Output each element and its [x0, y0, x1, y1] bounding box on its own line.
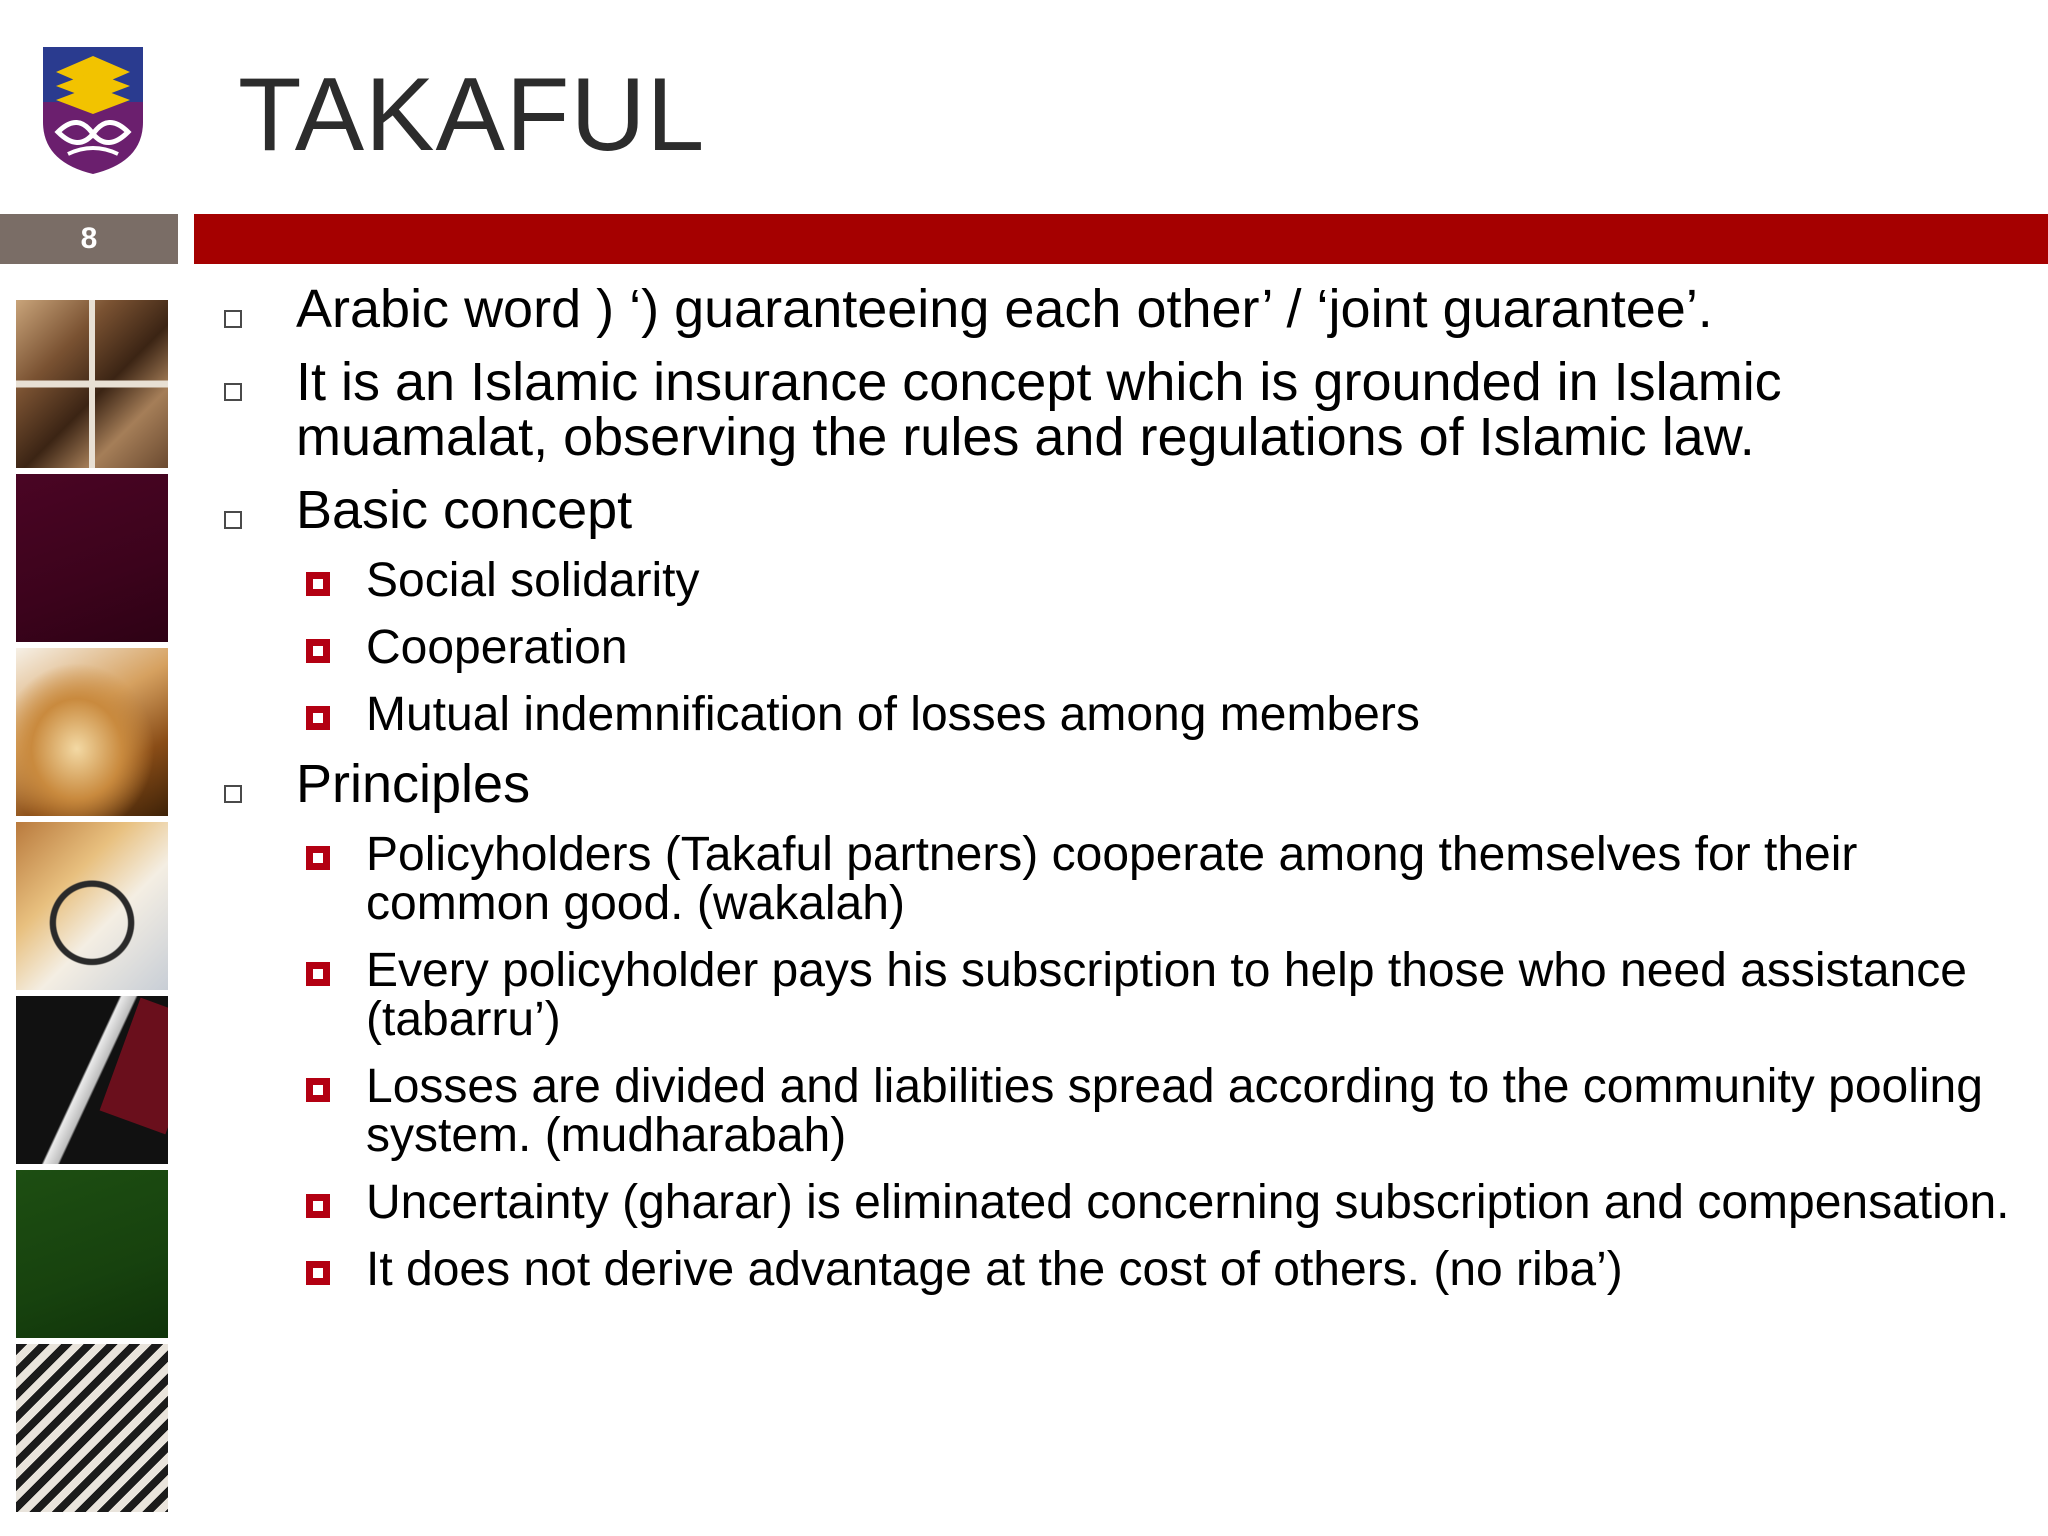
red-square-bullet-icon — [306, 962, 330, 986]
sub-bullet-item — [220, 556, 2020, 605]
red-square-bullet-icon — [306, 572, 330, 596]
sub-bullet-item — [220, 946, 2020, 1044]
bullet-text: Arabic word ) ‘) guaranteeing each other’ / ‘joint guarantee’. — [296, 279, 1713, 339]
bullet-text: Principles — [296, 754, 531, 814]
bullet-text: It is an Islamic insurance concept which is grounded in Islamic muamalat, observing the rules and regulations of Islamic law. — [296, 352, 1782, 467]
red-square-bullet-icon — [306, 1078, 330, 1102]
red-square-bullet-icon — [306, 706, 330, 730]
sub-bullet-text: Mutual indemnification of losses among members — [366, 688, 1420, 741]
sub-bullet-text: Cooperation — [366, 621, 628, 674]
slide-body — [220, 279, 2020, 1312]
bullet-item — [220, 754, 2020, 814]
bullet-item — [220, 352, 2020, 467]
decorative-image-tile — [16, 996, 168, 1164]
sub-bullet-item — [220, 830, 2020, 928]
hollow-square-bullet-icon — [224, 310, 242, 328]
hollow-square-bullet-icon — [224, 383, 242, 401]
red-square-bullet-icon — [306, 639, 330, 663]
bullet-text: Basic concept — [296, 480, 633, 540]
red-square-bullet-icon — [306, 1194, 330, 1218]
decorative-image-tile — [16, 822, 168, 990]
decorative-image-strip — [16, 300, 168, 1518]
decorative-image-tile — [16, 1344, 168, 1512]
sub-bullet-text: Every policyholder pays his subscription to help those who need assistance (tabarru’) — [366, 944, 1967, 1046]
sub-bullet-item — [220, 1178, 2020, 1227]
decorative-color-tile — [16, 1170, 168, 1338]
sub-bullet-item — [220, 690, 2020, 739]
university-crest-logo — [38, 42, 148, 176]
sub-bullet-item — [220, 623, 2020, 672]
sub-bullet-text: Policyholders (Takaful partners) cooperate among themselves for their common good. (wakalah) — [366, 828, 1858, 930]
decorative-color-tile — [16, 474, 168, 642]
slide-number-box: 8 — [0, 214, 178, 264]
sub-bullet-item — [220, 1245, 2020, 1294]
bullet-item — [220, 279, 2020, 339]
sub-bullet-text: Losses are divided and liabilities spread according to the community pooling system. (mudharabah) — [366, 1060, 1983, 1162]
red-square-bullet-icon — [306, 846, 330, 870]
header-accent-bar — [194, 214, 2048, 264]
decorative-image-tile — [16, 648, 168, 816]
sub-bullet-text: Uncertainty (gharar) is eliminated concerning subscription and compensation. — [366, 1176, 2010, 1229]
red-square-bullet-icon — [306, 1261, 330, 1285]
bullet-item — [220, 480, 2020, 540]
hollow-square-bullet-icon — [224, 785, 242, 803]
hollow-square-bullet-icon — [224, 511, 242, 529]
sub-bullet-item — [220, 1062, 2020, 1160]
slide-title: TAKAFUL — [238, 57, 706, 173]
sub-bullet-text: It does not derive advantage at the cost of others. (no riba’) — [366, 1243, 1623, 1296]
decorative-image-tile — [16, 300, 168, 468]
sub-bullet-text: Social solidarity — [366, 554, 700, 607]
